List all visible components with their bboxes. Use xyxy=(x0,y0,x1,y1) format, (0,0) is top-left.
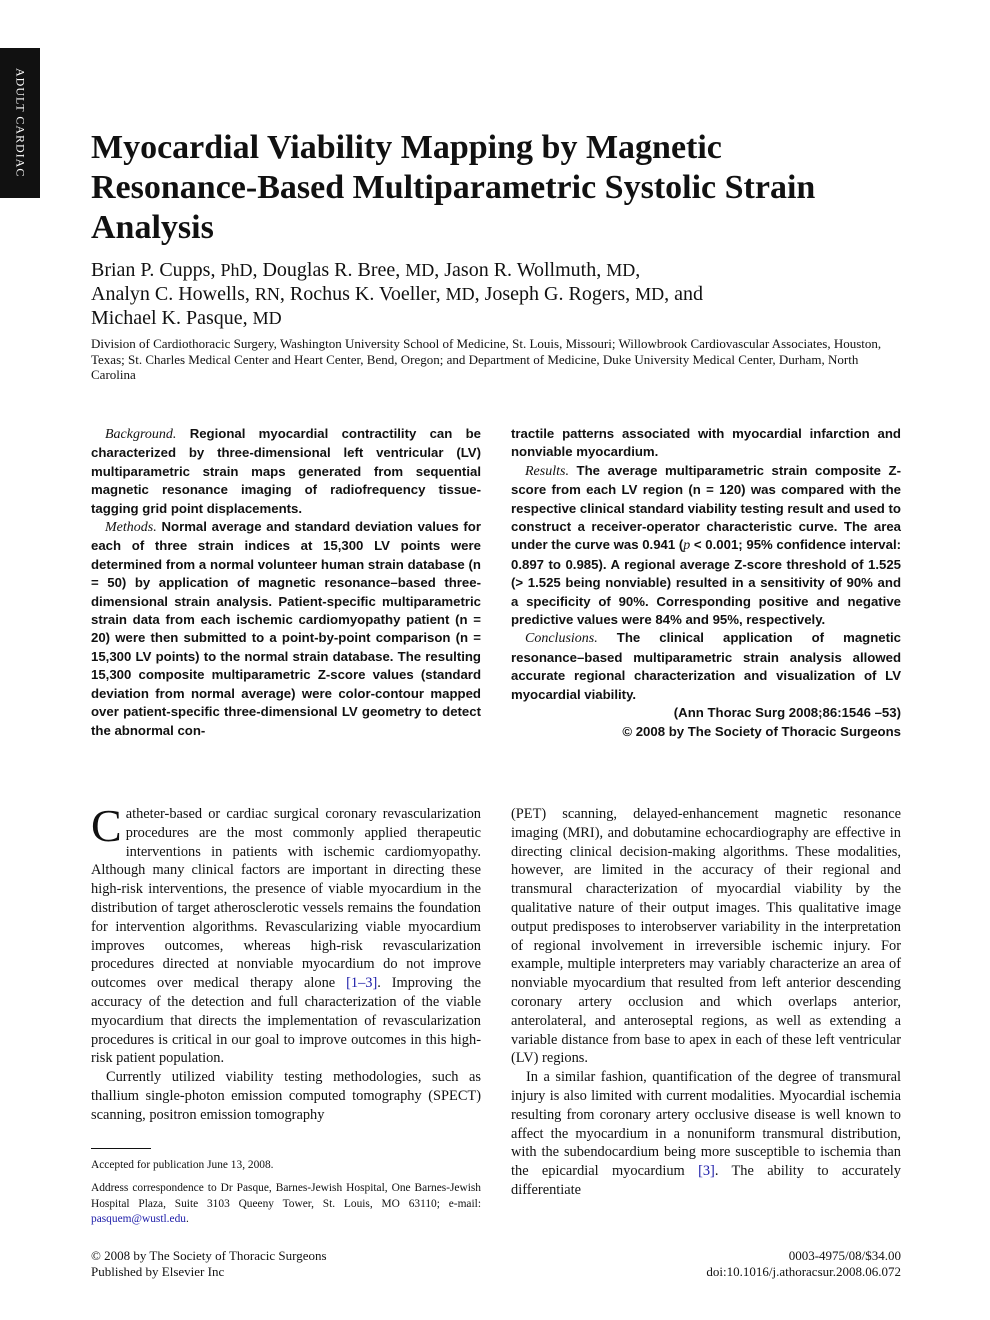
author-name: Analyn C. Howells xyxy=(91,283,245,305)
methods-text: Normal average and standard deviation values for each of three strain indices at 15,300 LV points were determined from a normal volunteer human strain database (n = 50) by application of magnetic resonance–based three-dimensional strain analysis. Patient-specific multiparametric strain data from each ischemic cardiomyopathy patient (n = 20) were then submitted to a point-by-point comparison (n = 15,300 LV points) to the normal strain database. The resulting 15,300 composite multiparametric Z-score values (standard deviation from normal average) were color-contour mapped over patient-specific three-dimensional LV geometry to detect the abnormal con- xyxy=(91,519,481,738)
body-text: In a similar fashion, quantification of the degree of transmural injury is also limited with current modalities. Myocardial ischemia resulting from coronary artery occlusive disease is well known to affect the myocardium in a nonuniform transmural distribution, with the subendocardium being more susceptible to ischemia than the epicardial myocardium xyxy=(511,1069,901,1180)
accepted-date: Accepted for publication June 13, 2008. xyxy=(91,1159,274,1171)
abstract-copyright: © 2008 by The Society of Thoracic Surgeons xyxy=(622,723,901,739)
abstract-conclusions xyxy=(511,629,901,704)
author-list: Brian P. Cupps, PhD, Douglas R. Bree, MD, Jason R. Wollmuth, MD, Analyn C. Howells, RN, Rochus K. Voeller, MD, Joseph G. Rogers, MD, and Michael K. Pasque, MD xyxy=(91,259,704,329)
author-name: Douglas R. Bree xyxy=(262,259,396,281)
author-name: Joseph G. Rogers xyxy=(484,283,626,305)
author-separator: , xyxy=(474,283,485,305)
body-left-column xyxy=(91,800,481,1125)
abstract-results xyxy=(511,462,901,630)
abstract-background xyxy=(91,425,481,518)
body-paragraph-2-continued: (PET) scanning, delayed-enhancement magnetic resonance imaging (MRI), and dobutamine echocardiography are effective in directing clinical decision-making algorithms. These modalities, however, are limited in the accuracy of their regional and transmural characterization of myocardial viability by the qualitative nature of their output images. This qualitative image output predisposes to interobserver variability in the interpretation of regional involvement in irreversible ischemic injury. For example, multiple interpreters may variably characterize an area of nonviable myocardium that resulted from left anterior descending coronary artery occlusion and which overlaps anterior, anterolateral, and anteroseptal regions, as well as extending a variable distance from base to apex in each of these left ventricular (LV) regions. xyxy=(511,806,901,1067)
footer-issn: 0003-4975/08/$34.00 xyxy=(788,1248,901,1263)
reference-link[interactable]: [1–3] xyxy=(346,975,378,992)
body-paragraph-3 xyxy=(511,1068,901,1200)
background-text: Regional myocardial contractility can be characterized by three-dimensional left ventricular (LV) multiparametric strain maps generated from sequential magnetic resonance imaging of radiofrequency tissue-tagging grid point displacements. xyxy=(91,426,481,516)
label-conclusions: Conclusions. xyxy=(525,631,598,647)
section-tab xyxy=(0,48,40,198)
label-methods: Methods. xyxy=(105,520,157,536)
author-name: Brian P. Cupps xyxy=(91,259,211,281)
footnote-period: . xyxy=(185,1213,189,1226)
section-tab-label: ADULT CARDIAC xyxy=(13,68,28,178)
correspondence-address: Address correspondence to Dr Pasque, Barnes-Jewish Hospital, One Barnes-Jewish Hospital Plaza, Suite 3103 Queeny Tower, St. Louis, MO 63110; e-mail: xyxy=(91,1182,481,1210)
email-link[interactable]: pasquem@wustl.edu xyxy=(91,1213,186,1226)
footer-left xyxy=(91,1248,491,1280)
author-degree: MD xyxy=(606,260,636,280)
author-separator: , xyxy=(252,259,263,281)
author-separator: , xyxy=(635,259,641,281)
body-paragraph-2: Currently utilized viability testing methodologies, such as thallium single-photon emission computed tomography (SPECT) scanning, positron emission tomography xyxy=(91,1069,481,1123)
author-name: Michael K. Pasque xyxy=(91,307,243,329)
abstract-left-column xyxy=(91,425,481,740)
footer-copyright: © 2008 by The Society of Thoracic Surgeons xyxy=(91,1248,327,1263)
author-separator: , and xyxy=(664,283,704,305)
affiliation: Division of Cardiothoracic Surgery, Washington University School of Medicine, St. Louis, Missouri; Willowbrook Cardiovascular Associates, Houston, Texas; St. Charles Medical Center and Heart Center, Bend, Oregon; and Department of Medicine, Duke University Medical Center, Durham, North Carolina xyxy=(91,336,882,382)
footnote-correspondence xyxy=(91,1181,481,1228)
body-text: atheter-based or cardiac surgical coronary revascularization procedures are the most commonly applied therapeutic interventions in patients with ischemic cardiomyopathy. Although many clinical factors are important in directing these high-risk interventions, the presence of viable myocardium in the distribution of target atherosclerotic vessels remains the foundation for intervention algorithms. Revascularizing viable myocardium improves outcomes, whereas high-risk revascularization procedures directed at nonviable myocardium do not improve outcomes over medical therapy alone xyxy=(91,806,481,992)
author-degree: RN xyxy=(254,284,280,304)
body-paragraph-1 xyxy=(91,800,481,1068)
author-separator: , xyxy=(434,259,445,281)
footer-right xyxy=(600,1248,901,1280)
label-results: Results. xyxy=(525,463,569,479)
abstract-methods-continued: tractile patterns associated with myocardial infarction and nonviable myocardium. xyxy=(511,426,901,460)
author-degree: PhD xyxy=(220,260,253,280)
author-degree: MD xyxy=(252,308,282,328)
results-text-b: < 0.001; 95% confidence interval: 0.897 to 0.985). A regional average Z-score threshold of 1.525 (> 1.525 being nonviable) resulted in a sensitivity of 90% and a specificity of 90%. Corresponding positive and negative predictive values were 84% and 95%, respectively. xyxy=(511,537,901,628)
conclusions-text: The clinical application of magnetic resonance–based multiparametric strain analysis allowed accurate regional characterization and visualization of LV myocardial viability. xyxy=(511,630,901,702)
abstract-right-column xyxy=(511,425,901,741)
body-text: . The ability to accurately differentiate xyxy=(511,1163,901,1198)
body-text: . Improving the accuracy of the detection and full characterization of the viable myocardium that directs the implementation of revascularization procedures is critical in our goal to improve outcomes in this high-risk patient population. xyxy=(91,975,481,1067)
author-name: Jason R. Wollmuth xyxy=(444,259,597,281)
author-degree: MD xyxy=(635,284,665,304)
author-degree: MD xyxy=(445,284,475,304)
footer-doi: doi:10.1016/j.athoracsur.2008.06.072 xyxy=(706,1264,901,1279)
footnote-rule xyxy=(91,1148,151,1149)
author-separator: , xyxy=(279,283,290,305)
citation-block xyxy=(511,704,901,741)
author-degree: MD xyxy=(405,260,435,280)
footer-publisher: Published by Elsevier Inc xyxy=(91,1264,225,1279)
body-right-column xyxy=(511,805,901,1200)
results-text-a: The average multiparametric strain composite Z-score from each LV region (n = 120) was compared with the respective clinical standard viability testing result and used to construct a receiver-operator characteristic curve. The area under the curve was 0.941 ( xyxy=(511,462,902,553)
footnote-accepted xyxy=(91,1158,481,1174)
article-title: Myocardial Viability Mapping by Magnetic Resonance-Based Multiparametric Systolic Strain Analysis xyxy=(91,129,816,246)
reference-link[interactable]: [3] xyxy=(698,1163,715,1180)
abstract-methods xyxy=(91,518,481,740)
p-symbol: p xyxy=(683,538,691,554)
label-background: Background. xyxy=(105,427,177,442)
drop-cap: C xyxy=(91,800,122,851)
journal-citation: (Ann Thorac Surg 2008;86:1546 –53) xyxy=(673,705,901,721)
author-name: Rochus K. Voeller xyxy=(289,283,436,305)
